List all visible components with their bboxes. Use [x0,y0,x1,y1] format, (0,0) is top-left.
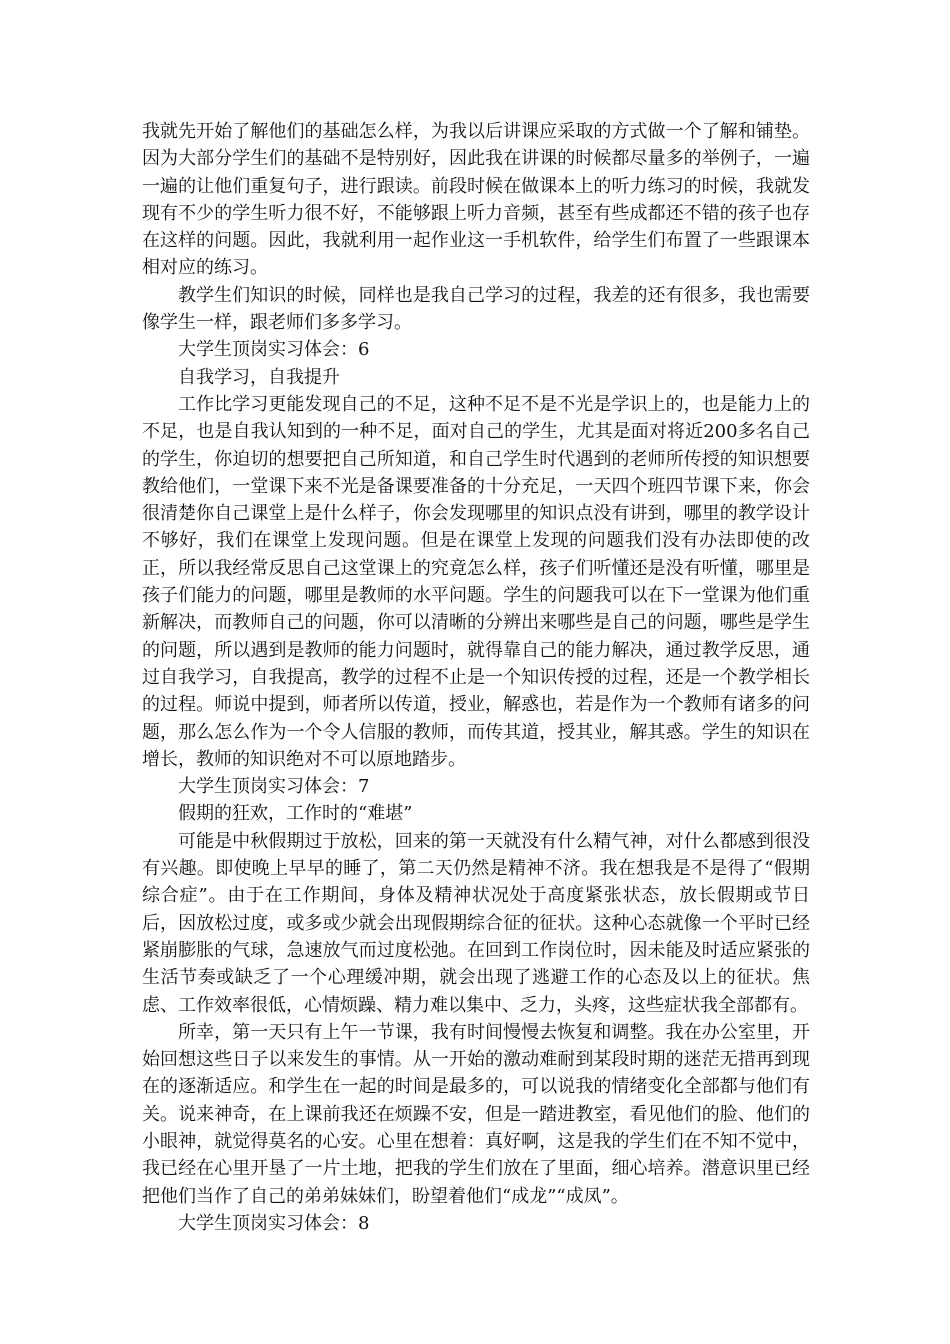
section-subtitle: 自我学习，自我提升 [178,366,340,388]
paragraph: 工作比学习更能发现自己的不足，这种不足不是不光是学识上的，也是能力上的不足，也是自我认知到的一种不足，面对自己的学生，尤其是面对将近200多名自己的学生，你迫切的想要把自己所知道，和自己学生时代遇到的老师所传授的知识想要教给他们，一堂课下来不光是备课要准备的十分充足，一天四个班四节课下来，你会很清楚你自己课堂上是什么样子，你会发现哪里的知识点没有讲到，哪里的教学设计不够好，我们在课堂上发现问题。但是在课堂上发现的问题我们没有办法即使的改正，所以我经常反思自己这堂课上的究竟怎么样，孩子们听懂还是没有听懂，哪里是孩子们能力的问题，哪里是教师的水平问题。学生的问题我可以在下一堂课为他们重新解决，而教师自己的问题，你可以清晰的分辨出来哪些是自己的问题，哪些是学生的问题，所以遇到是教师的能力问题时，就得靠自己的能力解决，通过教学反思，通过自我学习，自我提高，教学的过程不止是一个知识传授的过程，还是一个教学相长的过程。师说中提到，师者所以传道，授业，解惑也，若是作为一个教师有诸多的问题，那么怎么作为一个令人信服的教师，而传其道，授其业，解其惑。学生的知识在增长，教师的知识绝对不可以原地踏步。 [142,393,810,770]
section-heading: 大学生顶岗实习体会：7 [178,776,370,798]
section-heading: 大学生顶岗实习体会：8 [178,1212,370,1234]
paragraph: 教学生们知识的时候，同样也是我自己学习的过程，我差的还有很多，我也需要像学生一样，跟老师们多多学习。 [142,284,810,334]
section-heading: 大学生顶岗实习体会：6 [178,339,370,361]
document-body [142,118,810,1237]
paragraph: 可能是中秋假期过于放松，回来的第一天就没有什么精气神，对什么都感到很没有兴趣。即使晚上早早的睡了，第二天仍然是精神不济。我在想我是不是得了“假期综合症”。由于在工作期间，身体及精神状况处于高度紧张状态，放长假期或节日后，因放松过度，或多或少就会出现假期综合征的征状。这种心态就像一个平时已经紧崩膨胀的气球，急速放气而过度松弛。在回到工作岗位时，因未能及时适应紧张的生活节奏或缺乏了一个心理缓冲期，就会出现了逃避工作的心态及以上的征状。焦虑、工作效率很低，心情烦躁、精力难以集中、乏力，头疼，这些症状我全部都有。 [142,830,810,1016]
paragraph-continuation: 我就先开始了解他们的基础怎么样，为我以后讲课应采取的方式做一个了解和铺垫。因为大部分学生们的基础不是特别好，因此我在讲课的时候都尽量多的举例子，一遍一遍的让他们重复句子，进行跟读。前段时候在做课本上的听力练习的时候，我就发现有不少的学生听力很不好，不能够跟上听力音频，甚至有些成都还不错的孩子也存在这样的问题。因此，我就利用一起作业这一手机软件，给学生们布置了一些跟课本相对应的练习。 [142,121,810,279]
paragraph: 所幸，第一天只有上午一节课，我有时间慢慢去恢复和调整。我在办公室里，开始回想这些日子以来发生的事情。从一开始的激动难耐到某段时期的迷茫无措再到现在的逐渐适应。和学生在一起的时间是最多的，可以说我的情绪变化全部都与他们有关。说来神奇，在上课前我还在烦躁不安，但是一踏进教室，看见他们的脸、他们的小眼神，就觉得莫名的心安。心里在想着：真好啊，这是我的学生们在不知不觉中，我已经在心里开垦了一片土地，把我的学生们放在了里面，细心培养。潜意识里已经把他们当作了自己的弟弟妹妹们，盼望着他们“成龙”“成凤”。 [142,1021,810,1207]
section-subtitle: 假期的狂欢，工作时的“难堪” [178,803,413,825]
